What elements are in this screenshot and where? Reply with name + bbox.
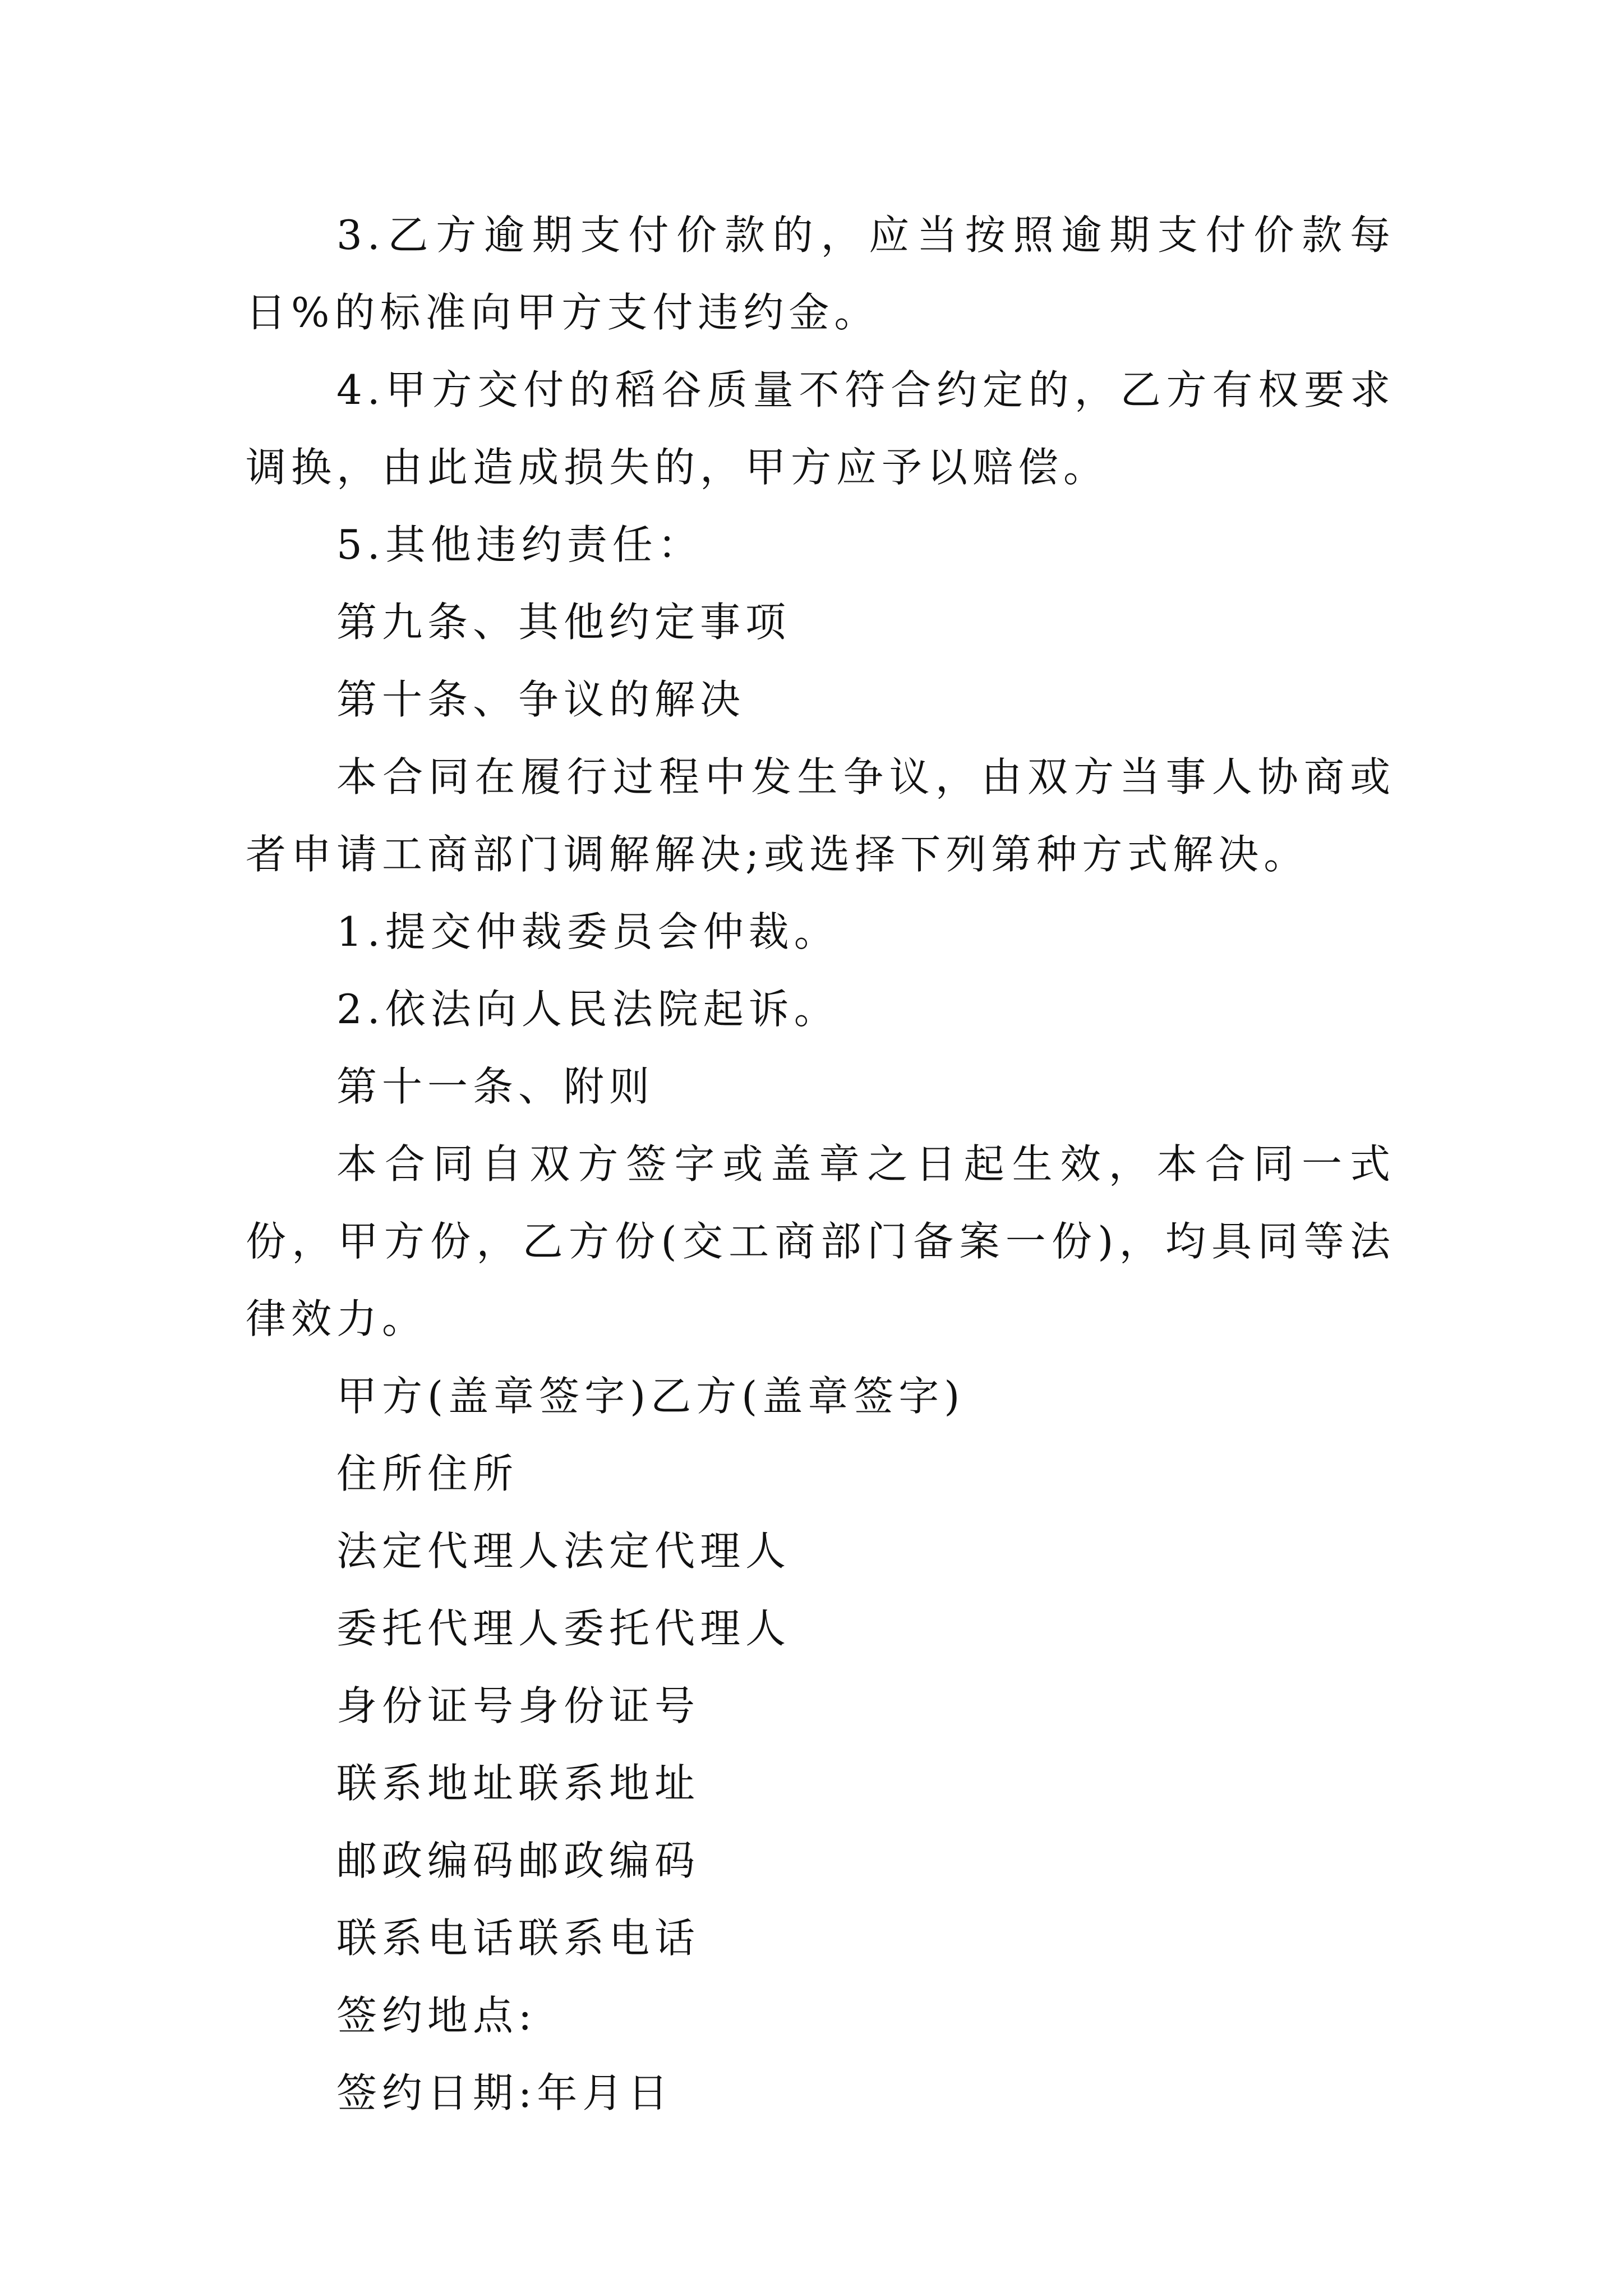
paragraph-late-payment: 3.乙方逾期支付价款的，应当按照逾期支付价款每日%的标准向甲方支付违约金。 — [246, 211, 1395, 336]
field-signing-place: 签约地点: — [336, 1992, 537, 2039]
field-phone: 联系电话联系电话 — [336, 1915, 700, 1962]
heading-article-9: 第九条、其他约定事项 — [336, 599, 791, 646]
field-signing-date: 签约日期:年月日 — [336, 2069, 674, 2116]
field-postal-code: 邮政编码邮政编码 — [336, 1837, 700, 1884]
paragraph-quality: 4.甲方交付的稻谷质量不符合约定的，乙方有权要求调换，由此造成损失的，甲方应予以赔偿。 — [246, 366, 1395, 491]
paragraph-dispute: 本合同在履行过程中发生争议，由双方当事人协商或者申请工商部门调解解决;或选择下列第种方式解决。 — [246, 753, 1395, 878]
field-address: 住所住所 — [336, 1450, 519, 1497]
document-body — [246, 196, 1395, 2132]
heading-article-10: 第十条、争议的解决 — [336, 676, 746, 723]
field-id-number: 身份证号身份证号 — [336, 1682, 700, 1729]
paragraph-arbitration: 1.提交仲裁委员会仲裁。 — [336, 908, 840, 955]
heading-article-11: 第十一条、附则 — [336, 1063, 655, 1110]
field-authorized-agent: 委托代理人委托代理人 — [336, 1605, 791, 1652]
paragraph-other-liability: 5.其他违约责任： — [336, 521, 703, 568]
signature-parties: 甲方(盖章签字)乙方(盖章签字) — [336, 1373, 965, 1420]
field-contact-address: 联系地址联系地址 — [336, 1760, 700, 1807]
paragraph-effective: 本合同自双方签字或盖章之日起生效，本合同一式份，甲方份，乙方份(交工商部门备案一份)，均具同等法律效力。 — [246, 1140, 1395, 1342]
paragraph-lawsuit: 2.依法向人民法院起诉。 — [336, 986, 840, 1033]
field-legal-representative: 法定代理人法定代理人 — [336, 1527, 791, 1575]
